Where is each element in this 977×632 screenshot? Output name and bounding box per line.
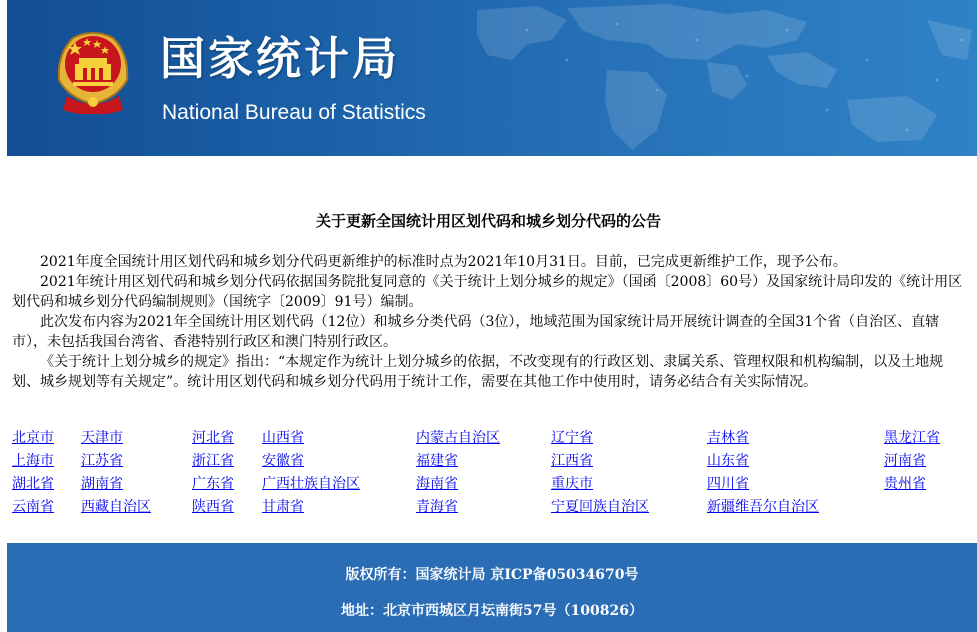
province-link-xinjiang[interactable]: 新疆维吾尔自治区 [707, 499, 819, 515]
province-link-tianjin[interactable]: 天津市 [81, 430, 123, 446]
province-link-ningxia[interactable]: 宁夏回族自治区 [551, 499, 649, 515]
province-link-hunan[interactable]: 湖南省 [81, 476, 123, 492]
province-link-guangxi[interactable]: 广西壮族自治区 [262, 476, 360, 492]
province-link-guizhou[interactable]: 贵州省 [884, 476, 926, 492]
national-emblem-icon [53, 26, 133, 114]
province-link-neimenggu[interactable]: 内蒙古自治区 [416, 430, 500, 446]
province-link-xizang[interactable]: 西藏自治区 [81, 499, 151, 515]
province-link-shanxi[interactable]: 山西省 [262, 430, 304, 446]
article-title: 关于更新全国统计用区划代码和城乡划分代码的公告 [315, 212, 661, 230]
province-link-jiangxi[interactable]: 江西省 [551, 453, 593, 469]
site-title-chinese: 国家统计局 [160, 32, 401, 85]
province-link-beijing[interactable]: 北京市 [12, 430, 54, 446]
province-link-fujian[interactable]: 福建省 [416, 453, 458, 469]
province-link-gansu[interactable]: 甘肃省 [262, 499, 304, 515]
province-link-guangdong[interactable]: 广东省 [192, 476, 234, 492]
footer [7, 543, 977, 632]
article-body [12, 252, 970, 392]
province-link-hubei[interactable]: 湖北省 [12, 476, 54, 492]
article-paragraph: 此次发布内容为2021年全国统计用区划代码（12位）和城乡分类代码（3位），地域范围为国家统计局开展统计调查的全国31个省（自治区、直辖市），未包括我国台湾省、香港特别行政区和澳门特别行政区。 [12, 314, 940, 350]
province-link-anhui[interactable]: 安徽省 [262, 453, 304, 469]
footer-address: 地址：北京市西城区月坛南街57号（100826） [341, 603, 643, 619]
province-links-table [0, 425, 977, 521]
province-link-hainan[interactable]: 海南省 [416, 476, 458, 492]
province-link-shanghai[interactable]: 上海市 [12, 453, 54, 469]
article-paragraph: 2021年统计用区划代码和城乡划分代码依据国务院批复同意的《关于统计上划分城乡的规定》（国函〔2008〕60号）及国家统计局印发的《统计用区划代码和城乡划分代码编制规则》（国统字〔2009〕91号）编制。 [12, 274, 963, 310]
article-paragraph: 《关于统计上划分城乡的规定》指出：“本规定作为统计上划分城乡的依据，不改变现有的行政区划、隶属关系、管理权限和机构编制，以及土地规划、城乡规划等有关规定”。统计用区划代码和城乡划分代码用于统计工作，需要在其他工作中使用时，请务必结合有关实际情况。 [12, 354, 944, 390]
province-link-zhejiang[interactable]: 浙江省 [192, 453, 234, 469]
province-link-chongqing[interactable]: 重庆市 [551, 476, 593, 492]
world-map-background [7, 0, 977, 156]
header-banner [7, 0, 977, 156]
site-title-english: National Bureau of Statistics [162, 101, 426, 124]
province-link-jiangsu[interactable]: 江苏省 [81, 453, 123, 469]
province-link-sichuan[interactable]: 四川省 [707, 476, 749, 492]
province-link-henan[interactable]: 河南省 [884, 453, 926, 469]
province-link-yunnan[interactable]: 云南省 [12, 499, 54, 515]
article-paragraph: 2021年度全国统计用区划代码和城乡划分代码更新维护的标准时点为2021年10月31日。目前，已完成更新维护工作，现予公布。 [40, 254, 847, 270]
province-link-shandong[interactable]: 山东省 [707, 453, 749, 469]
province-link-heilongjiang[interactable]: 黑龙江省 [884, 430, 940, 446]
province-link-qinghai[interactable]: 青海省 [416, 499, 458, 515]
province-link-liaoning[interactable]: 辽宁省 [551, 430, 593, 446]
province-link-hebei[interactable]: 河北省 [192, 430, 234, 446]
footer-copyright: 版权所有：国家统计局 京ICP备05034670号 [345, 567, 639, 583]
province-link-shaanxi[interactable]: 陕西省 [192, 499, 234, 515]
province-link-jilin[interactable]: 吉林省 [707, 430, 749, 446]
